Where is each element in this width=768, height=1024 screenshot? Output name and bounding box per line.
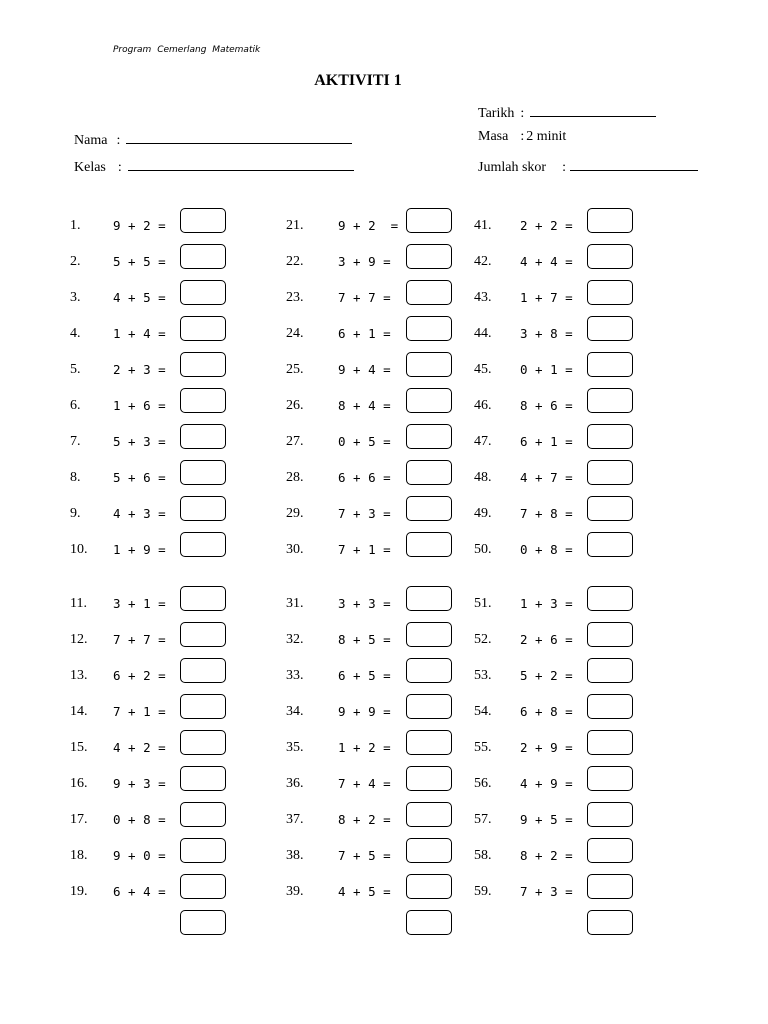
answer-box[interactable] [406,838,452,863]
answer-box[interactable] [406,802,452,827]
exercise-equation: 9 + 0 = [113,848,166,863]
exercise-number: 29. [286,506,304,521]
exercise-equation: 9 + 9 = [338,704,391,719]
answer-box[interactable] [587,694,633,719]
exercise-equation: 9 + 2 = [338,218,399,233]
exercise-equation: 6 + 2 = [113,668,166,683]
exercise-equation: 7 + 8 = [520,506,573,521]
exercise-equation: 1 + 7 = [520,290,573,305]
answer-box[interactable] [587,244,633,269]
exercise-equation: 6 + 1 = [520,434,573,449]
nama-input[interactable] [126,129,352,144]
answer-box[interactable] [180,766,226,791]
exercise-number: 32. [286,632,304,647]
answer-box[interactable] [406,244,452,269]
exercise-number: 43. [474,290,492,305]
exercise-equation: 6 + 4 = [113,884,166,899]
exercise-number: 7. [70,434,81,449]
answer-box[interactable] [180,910,226,935]
answer-box[interactable] [180,388,226,413]
exercise-equation: 7 + 4 = [338,776,391,791]
kelas-input[interactable] [128,156,354,171]
exercise-equation: 3 + 3 = [338,596,391,611]
answer-box[interactable] [406,424,452,449]
exercise-number: 50. [474,542,492,557]
exercise-number: 24. [286,326,304,341]
exercise-equation: 5 + 3 = [113,434,166,449]
exercise-number: 21. [286,218,304,233]
exercise-equation: 4 + 5 = [338,884,391,899]
exercise-equation: 0 + 5 = [338,434,391,449]
answer-box[interactable] [180,730,226,755]
answer-box[interactable] [180,244,226,269]
exercise-number: 31. [286,596,304,611]
exercise-number: 38. [286,848,304,863]
exercise-number: 6. [70,398,81,413]
answer-box[interactable] [180,838,226,863]
exercise-equation: 5 + 5 = [113,254,166,269]
exercise-number: 30. [286,542,304,557]
exercise-number: 27. [286,434,304,449]
answer-box[interactable] [180,586,226,611]
exercise-number: 5. [70,362,81,377]
exercise-equation: 4 + 7 = [520,470,573,485]
answer-box[interactable] [180,802,226,827]
answer-box[interactable] [406,658,452,683]
answer-box[interactable] [180,496,226,521]
exercise-equation: 8 + 6 = [520,398,573,413]
answer-box[interactable] [180,280,226,305]
exercise-equation: 7 + 3 = [338,506,391,521]
exercise-equation: 3 + 8 = [520,326,573,341]
exercise-equation: 8 + 2 = [338,812,391,827]
exercise-number: 39. [286,884,304,899]
exercise-number: 46. [474,398,492,413]
exercise-equation: 4 + 4 = [520,254,573,269]
answer-box[interactable] [180,424,226,449]
exercise-equation: 0 + 1 = [520,362,573,377]
exercise-equation: 0 + 8 = [113,812,166,827]
exercise-number: 36. [286,776,304,791]
exercise-number: 57. [474,812,492,827]
exercise-number: 8. [70,470,81,485]
exercise-equation: 9 + 3 = [113,776,166,791]
answer-box[interactable] [180,532,226,557]
masa-value: 2 minit [526,129,567,144]
answer-box[interactable] [406,874,452,899]
exercise-number: 53. [474,668,492,683]
kelas-label: Kelas [74,160,106,175]
answer-box[interactable] [587,424,633,449]
masa-colon: : [520,129,525,144]
nama-colon: : [116,133,121,148]
exercise-number: 44. [474,326,492,341]
exercise-number: 2. [70,254,81,269]
exercise-equation: 9 + 5 = [520,812,573,827]
answer-box[interactable] [587,388,633,413]
exercise-equation: 7 + 5 = [338,848,391,863]
answer-box[interactable] [587,316,633,341]
exercise-number: 52. [474,632,492,647]
exercise-equation: 2 + 2 = [520,218,573,233]
exercise-number: 48. [474,470,492,485]
exercise-equation: 9 + 4 = [338,362,391,377]
exercise-number: 12. [70,632,88,647]
answer-box[interactable] [180,622,226,647]
exercise-number: 4. [70,326,81,341]
jumlah-skor-colon: : [562,160,566,175]
answer-box[interactable] [587,352,633,377]
answer-box[interactable] [587,460,633,485]
nama-field [74,129,352,149]
exercise-number: 25. [286,362,304,377]
exercise-equation: 0 + 8 = [520,542,573,557]
exercise-number: 14. [70,704,88,719]
exercise-number: 59. [474,884,492,899]
answer-box[interactable] [587,766,633,791]
exercise-number: 45. [474,362,492,377]
exercise-number: 28. [286,470,304,485]
exercise-number: 1. [70,218,81,233]
answer-box[interactable] [587,838,633,863]
exercise-equation: 3 + 9 = [338,254,391,269]
exercise-number: 56. [474,776,492,791]
exercise-number: 33. [286,668,304,683]
answer-box[interactable] [587,910,633,935]
jumlah-skor-label: Jumlah skor [478,160,547,175]
exercise-equation: 6 + 8 = [520,704,573,719]
answer-box[interactable] [587,802,633,827]
exercise-equation: 7 + 7 = [338,290,391,305]
exercise-equation: 4 + 5 = [113,290,166,305]
exercise-number: 54. [474,704,492,719]
exercise-equation: 5 + 6 = [113,470,166,485]
exercise-number: 51. [474,596,492,611]
exercise-number: 9. [70,506,81,521]
exercise-number: 19. [70,884,88,899]
answer-box[interactable] [180,874,226,899]
answer-box[interactable] [587,874,633,899]
answer-box[interactable] [587,586,633,611]
exercise-number: 23. [286,290,304,305]
exercise-number: 13. [70,668,88,683]
tarikh-colon: : [520,106,525,121]
exercise-number: 58. [474,848,492,863]
answer-box[interactable] [180,316,226,341]
exercise-equation: 7 + 1 = [338,542,391,557]
exercise-equation: 2 + 6 = [520,632,573,647]
exercise-equation: 7 + 3 = [520,884,573,899]
jumlah-skor-input[interactable] [570,156,698,171]
exercise-number: 26. [286,398,304,413]
answer-box[interactable] [406,388,452,413]
answer-box[interactable] [406,532,452,557]
exercise-equation: 8 + 4 = [338,398,391,413]
answer-box[interactable] [587,730,633,755]
answer-box[interactable] [406,460,452,485]
exercise-equation: 2 + 9 = [520,740,573,755]
exercise-number: 3. [70,290,81,305]
exercise-number: 10. [70,542,88,557]
exercise-number: 16. [70,776,88,791]
exercise-equation: 8 + 5 = [338,632,391,647]
kelas-field [74,156,354,176]
exercise-equation: 1 + 6 = [113,398,166,413]
page-title: AKTIVITI 1 [314,72,402,89]
answer-box[interactable] [406,280,452,305]
exercise-equation: 1 + 4 = [113,326,166,341]
answer-box[interactable] [180,658,226,683]
exercise-equation: 9 + 2 = [113,218,166,233]
exercise-number: 11. [70,596,87,611]
exercise-equation: 1 + 3 = [520,596,573,611]
exercise-number: 34. [286,704,304,719]
kelas-colon: : [117,160,122,175]
exercise-equation: 4 + 9 = [520,776,573,791]
jumlah-skor-field [478,156,698,176]
exercise-number: 41. [474,218,492,233]
exercise-number: 55. [474,740,492,755]
answer-box[interactable] [406,622,452,647]
exercise-number: 18. [70,848,88,863]
answer-box[interactable] [587,622,633,647]
exercise-number: 47. [474,434,492,449]
masa-label: Masa [478,129,509,144]
answer-box[interactable] [406,496,452,521]
exercise-equation: 1 + 2 = [338,740,391,755]
answer-box[interactable] [180,352,226,377]
program-name: Program Cemerlang Matematik [113,45,261,55]
answer-box[interactable] [180,208,226,233]
answer-box[interactable] [587,208,633,233]
answer-box[interactable] [406,208,452,233]
exercise-equation: 1 + 9 = [113,542,166,557]
tarikh-input[interactable] [530,102,656,117]
exercise-number: 37. [286,812,304,827]
exercise-equation: 6 + 6 = [338,470,391,485]
tarikh-label: Tarikh [478,106,515,121]
answer-box[interactable] [587,496,633,521]
masa-field [478,129,566,145]
exercise-equation: 3 + 1 = [113,596,166,611]
exercise-number: 42. [474,254,492,269]
nama-label: Nama [74,133,108,148]
answer-box[interactable] [406,316,452,341]
tarikh-field [478,102,656,122]
answer-box[interactable] [406,730,452,755]
answer-box[interactable] [180,694,226,719]
answer-box[interactable] [406,694,452,719]
exercise-equation: 7 + 1 = [113,704,166,719]
exercise-equation: 7 + 7 = [113,632,166,647]
answer-box[interactable] [587,658,633,683]
exercise-equation: 5 + 2 = [520,668,573,683]
exercise-equation: 6 + 5 = [338,668,391,683]
exercise-equation: 8 + 2 = [520,848,573,863]
exercise-equation: 4 + 3 = [113,506,166,521]
answer-box[interactable] [406,586,452,611]
exercise-number: 22. [286,254,304,269]
answer-box[interactable] [406,910,452,935]
exercise-number: 35. [286,740,304,755]
exercise-equation: 6 + 1 = [338,326,391,341]
answer-box[interactable] [406,766,452,791]
exercise-number: 49. [474,506,492,521]
exercise-equation: 4 + 2 = [113,740,166,755]
exercise-equation: 2 + 3 = [113,362,166,377]
answer-box[interactable] [587,532,633,557]
answer-box[interactable] [587,280,633,305]
answer-box[interactable] [180,460,226,485]
exercise-number: 15. [70,740,88,755]
answer-box[interactable] [406,352,452,377]
exercise-number: 17. [70,812,88,827]
